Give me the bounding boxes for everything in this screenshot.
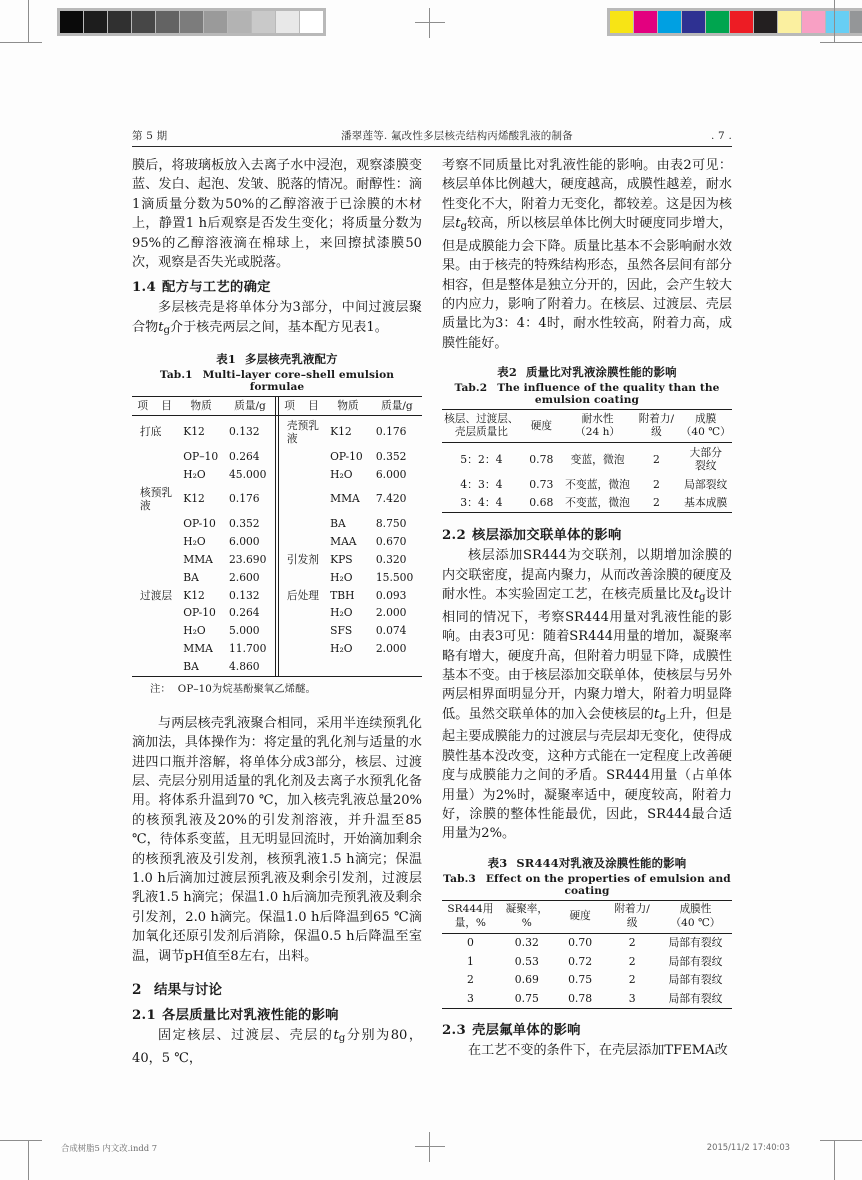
table-cell: 3：4：4 [460, 496, 503, 510]
heading-2-3-text: 壳层氟单体的影响 [472, 1022, 581, 1038]
header-line-1: SR444用 [447, 903, 494, 916]
table-cell: 不变蓝，微泡 [565, 477, 630, 491]
calibration-swatch-2 [108, 11, 131, 33]
table-row [132, 416, 422, 448]
paragraph-r1 [442, 156, 732, 353]
crop-mark-tr-v [834, 0, 835, 42]
table-cell: 0.70 [568, 936, 593, 950]
running-head-page-no: . 7 . [710, 130, 732, 142]
table-cell: 0.78 [529, 452, 554, 466]
table-2-title-en: The influence of the quality than the emulsion coating [497, 382, 720, 407]
heading-1-4 [132, 278, 422, 297]
heading-2-1-number: 2.1 [132, 1008, 157, 1024]
table-cell: K12 [183, 588, 205, 602]
table-column-header [562, 410, 633, 443]
table-cell: MMA [183, 642, 213, 656]
table-row [132, 586, 422, 604]
table-3-title-cn: SR444对乳液及涂膜性能的影响 [516, 855, 687, 870]
tg-symbol-r1: t [455, 216, 461, 232]
table-column-header [605, 900, 659, 933]
paragraph-3: 与两层核壳乳液聚合相同，采用半连续预乳化滴加法，具体操作为：将定量的乳化剂与适量的水进四口瓶并溶解，将单体分成3部分，核层、过渡层、壳层分别用适量的乳化剂及去离子水预乳化备用。将体系升温到70 ℃，加入核壳乳液总量20%的核预乳液及20%的引发剂溶液，并升温至85 ℃，待体系变蓝，且无明显回流时，开始滴加剩余的核预乳液及引发剂，核预乳液1.5 h滴完；保温1.0 h后滴加过渡层预乳液及剩余引发剂，过渡层乳液1.5 h滴完；保温1.0 h后滴加壳预乳液及剩余引发剂，2.0 h滴完。保温1.0 h后降温到65 ℃滴加氧化还原引发剂后消除，保温0.5 h后降温至室温，调节pH值至8左右，出料。 [132, 715, 422, 964]
crop-mark-br-h [820, 1140, 862, 1141]
table-cell [278, 483, 324, 514]
header-line-2: 壳层质量比 [454, 426, 508, 439]
table-cell: 2.000 [375, 606, 407, 620]
table-cell [278, 622, 324, 640]
table-1-block [132, 351, 422, 694]
page-content [132, 128, 732, 1068]
table-cell [278, 448, 324, 466]
calibration-swatch-8 [252, 11, 275, 33]
table-2-block [442, 364, 732, 513]
table-3-number-en: Tab.3 [443, 872, 476, 885]
calibration-swatch-10 [850, 11, 862, 33]
spacer-after-table-1 [132, 699, 422, 714]
table-cell: MAA [330, 534, 357, 548]
table-row [132, 568, 422, 586]
table-2-caption-en [442, 382, 732, 406]
table-cell: 局部有裂纹 [668, 973, 723, 987]
table-cell: 5：2：4 [460, 452, 503, 466]
table-column-header [633, 410, 679, 443]
table-row [132, 448, 422, 466]
table-cell [278, 533, 324, 551]
table-row [442, 989, 732, 1008]
paragraph-4-part-b: 分别为80，40，5 ℃， [132, 1028, 423, 1066]
table-cell: 0.75 [568, 973, 593, 987]
header-line-1: 核层、过渡层、 [444, 412, 519, 425]
table-cell: 5.000 [229, 624, 260, 638]
grayscale-calibration-strip [57, 8, 326, 36]
header-line-1: 硬度 [569, 910, 591, 923]
heading-2-1-text: 各层质量比对乳液性能的影响 [162, 1008, 339, 1024]
table-cell: 4：3：4 [460, 477, 503, 491]
heading-2-2-number: 2.2 [442, 528, 467, 544]
tg-symbol-r2: t [693, 587, 699, 603]
table-cell: 0.68 [529, 496, 554, 510]
table-row [132, 640, 422, 658]
table-row [442, 443, 732, 476]
table-1-body [132, 416, 422, 676]
table-column-header [555, 900, 605, 933]
table-cell [132, 568, 177, 586]
header-line-2: % [521, 916, 532, 929]
calibration-swatch-7 [228, 11, 251, 33]
tg-symbol-r3: t [653, 706, 660, 722]
table-1-note [132, 680, 422, 695]
heading-2-2 [442, 526, 732, 545]
header-line-2: 级 [651, 426, 662, 439]
calibration-swatch-5 [180, 11, 203, 33]
header-line-1: 成膜性 [679, 903, 712, 916]
tg-symbol: t [158, 319, 164, 335]
table-cell: H₂O [330, 606, 353, 620]
table-2-head [442, 410, 732, 443]
table-cell: 2 [628, 936, 636, 950]
table-cell: 11.700 [229, 642, 267, 656]
table-row [132, 515, 422, 533]
table-cell: 2.600 [229, 570, 260, 584]
calibration-swatch-0 [60, 11, 83, 33]
table-cell: 2.000 [375, 642, 407, 656]
table-3-body [442, 933, 732, 1008]
table-cell [132, 658, 177, 676]
table-cell [278, 658, 324, 676]
table-2-title-cn: 质量比对乳液涂膜性能的影响 [526, 365, 677, 380]
table-cell: 2 [628, 973, 636, 987]
table-cell [278, 466, 324, 484]
calibration-swatch-1 [634, 11, 657, 33]
table-cell: BA [330, 517, 346, 531]
table-cell: 0.264 [229, 449, 260, 463]
table-header-row [442, 900, 732, 933]
table-cell: 0.074 [375, 624, 407, 638]
table-cell: 局部裂纹 [684, 477, 728, 491]
table-3-block [442, 855, 732, 1009]
table-cell: 局部有裂纹 [668, 991, 723, 1005]
table-cell: 6.000 [229, 534, 260, 548]
table-cell [132, 515, 177, 533]
table-row [132, 483, 422, 514]
right-column [442, 156, 732, 1068]
calibration-swatch-2 [658, 11, 681, 33]
paragraph-4-part-a: 固定核层、过渡层、壳层的 [158, 1028, 334, 1044]
table-cell: TBH [330, 588, 355, 602]
table-1-col-subst-right: 物质 [337, 399, 359, 412]
heading-1-4-number: 1.4 [132, 280, 157, 296]
table-cell: OP-10 [183, 517, 216, 531]
table-cell: 过渡层 [140, 588, 173, 602]
calibration-swatch-0 [610, 11, 633, 33]
running-head-title: 潘翠莲等. 氟改性多层核壳结构丙烯酸乳液的制备 [341, 130, 573, 142]
calibration-swatch-9 [276, 11, 299, 33]
table-2-caption-cn [442, 364, 732, 380]
table-1-caption-cn [132, 351, 422, 367]
table-column-header [442, 900, 499, 933]
table-cell [278, 568, 324, 586]
table-cell: 7.420 [375, 492, 407, 506]
table-cell: 基本成膜 [684, 496, 728, 510]
table-1-title-cn: 多层核壳乳液配方 [244, 352, 338, 367]
table-column-header [659, 900, 732, 933]
registration-mark-top [415, 8, 445, 38]
table-cell: 0.093 [375, 588, 407, 602]
table-1-col-mass-right: 质量/g [381, 399, 413, 412]
calibration-swatch-3 [682, 11, 705, 33]
calibration-swatch-8 [802, 11, 825, 33]
running-head [132, 128, 732, 146]
tg-subscript-r3: g [659, 712, 666, 724]
table-3-caption-cn [442, 855, 732, 871]
table-cell: H₂O [183, 534, 206, 548]
table-cell: 45.000 [229, 467, 267, 481]
table-cell: 局部有裂纹 [668, 954, 723, 968]
table-row [442, 952, 732, 971]
paragraph-r2 [442, 546, 732, 844]
calibration-swatch-4 [706, 11, 729, 33]
table-cell: 0.78 [568, 991, 593, 1005]
table-cell: 2 [628, 954, 636, 968]
footer-filename: 合成树脂5 内文改.indd 7 [61, 1143, 158, 1153]
table-1-col-subst-left: 物质 [190, 399, 212, 412]
paragraph-r1-part-b: 较高，所以核层单体比例大时硬度同步增大，但是成膜能力会下降。质量比基本不会影响耐水效果。由于核壳的特殊结构形态，虽然各层间有部分相容，但是整体是独立分开的，因此，会产生较大的内应力，影响了附着力。在核层、过渡层、壳层质量比为3：4：4时，耐水性较高，附着力高，成膜性能好。 [442, 216, 733, 351]
table-cell: 8.750 [375, 517, 407, 531]
crop-mark-tl-h [0, 42, 42, 43]
left-column [132, 156, 422, 1068]
table-cell [132, 604, 177, 622]
header-line-1: 成膜 [695, 412, 717, 425]
table-cell: 1 [466, 954, 474, 968]
header-line-2: （40 ℃） [670, 916, 721, 929]
crop-mark-tr-h [820, 42, 862, 43]
heading-2 [132, 980, 422, 1000]
paragraph-r2-part-c: 上升，但是起主要成膜能力的过渡层与壳层却无变化，使得成膜性基本没改变，这种方式能在一定程度上改善硬度与成膜能力之间的矛盾。SR444用量（占单体用量）为2%时，凝聚率适中，硬度较高，附着力好，涂膜的整体性能最优，因此，SR444最合适用量为2%。 [442, 706, 733, 842]
calibration-swatch-3 [132, 11, 155, 33]
paragraph-r2-part-a: 核层添加SR444为交联剂，以期增加涂膜的内交联密度，提高内聚力，从而改善涂膜的硬度及耐水性。本实验固定工艺，在核壳质量比及 [442, 548, 732, 603]
table-1-number-en: Tab.1 [159, 369, 193, 382]
header-line-1: 硬度 [530, 419, 552, 432]
header-line-2: （40 ℃） [680, 426, 731, 439]
table-cell: K12 [330, 425, 352, 439]
header-line-2: 级 [626, 916, 638, 929]
print-footer [0, 1142, 862, 1158]
table-cell: OP-10 [330, 449, 363, 463]
table-cell: H₂O [183, 467, 206, 481]
table-3-caption-en [442, 873, 732, 897]
table-cell: 0.320 [375, 552, 407, 566]
table-cell: 3 [628, 991, 636, 1005]
table-cell: 0.176 [229, 492, 260, 506]
table-column-header [442, 410, 521, 443]
header-line-2: （24 h） [575, 426, 620, 439]
calibration-swatch-4 [156, 11, 179, 33]
table-2 [442, 409, 732, 513]
table-cell: 0.73 [529, 477, 554, 491]
table-1-note-text: OP–10为烷基酚聚氧乙烯醚。 [177, 682, 316, 695]
table-cell: 6.000 [375, 467, 407, 481]
header-line-1: 附着力/ [614, 903, 650, 916]
table-cell: 变蓝，微泡 [570, 452, 625, 466]
table-cell: 后处理 [286, 588, 319, 602]
paragraph-4 [132, 1026, 422, 1068]
table-1-note-label: 注： [150, 682, 171, 695]
table-cell: 2 [652, 452, 660, 466]
table-cell: 0.670 [375, 534, 407, 548]
table-cell [132, 533, 177, 551]
table-cell: OP-10 [183, 606, 216, 620]
heading-1-4-text: 配方与工艺的确定 [162, 280, 271, 296]
table-row [442, 971, 732, 990]
tg-subscript-r2: g [698, 592, 706, 604]
table-cell: 打底 [140, 425, 162, 439]
table-3-head [442, 900, 732, 933]
two-column-body [132, 156, 732, 1068]
paragraph-2 [132, 298, 422, 340]
table-row [442, 475, 732, 494]
crop-mark-tl-v [28, 0, 29, 42]
table-cell: 23.690 [229, 552, 267, 566]
table-cell: BA [183, 570, 199, 584]
running-head-issue: 第 5 期 [132, 130, 168, 142]
table-cell [132, 448, 177, 466]
table-cell: K12 [183, 425, 205, 439]
heading-2-1 [132, 1006, 422, 1025]
header-line-1: 凝聚率， [505, 903, 548, 916]
table-cell: 0.264 [229, 606, 260, 620]
calibration-swatch-9 [826, 11, 849, 33]
tg-subscript-2: g [338, 1033, 346, 1045]
table-cell: H₂O [330, 467, 353, 481]
table-1-number-cn: 表1 [216, 352, 236, 367]
header-line-2: 量，% [454, 916, 487, 929]
header-line-1: 附着力/ [638, 412, 675, 425]
calibration-swatch-5 [730, 11, 753, 33]
table-cell: MMA [330, 492, 360, 506]
table-cell-line: 裂纹 [694, 459, 717, 473]
paragraph-r2-part-b: 设计相同的情况下，考察SR444用量对乳液性能的影响。由表3可见：随着SR444用量的增加，凝聚率略有增大，硬度升高，但附着力明显下降，成膜性基本不变。由于核层添加交联单体，使核层与另外两层相界面明显分开，内聚力增大，附着力明显降低。虽然交联单体的加入会使核层的 [442, 587, 733, 722]
heading-2-2-text: 核层添加交联单体的影响 [472, 528, 622, 544]
table-row [132, 466, 422, 484]
table-column-header [680, 410, 733, 443]
table-row [132, 604, 422, 622]
heading-2-3 [442, 1021, 732, 1040]
tg-symbol-2: t [333, 1028, 339, 1044]
table-cell: 4.860 [229, 660, 260, 674]
table-1-col-item-right: 项 目 [284, 399, 324, 412]
table-cell [278, 515, 324, 533]
table-1 [132, 396, 422, 676]
table-cell: 不变蓝，微泡 [565, 496, 630, 510]
table-cell: 2 [466, 973, 474, 987]
table-cell [132, 551, 177, 569]
table-cell: 0.352 [375, 449, 407, 463]
table-1-col-item-left: 项 目 [137, 399, 177, 412]
table-row [132, 622, 422, 640]
table-cell [278, 604, 324, 622]
table-cell: OP–10 [183, 449, 219, 463]
heading-2-number: 2 [132, 982, 142, 999]
table-cell: 0 [466, 936, 474, 950]
table-cell: H₂O [330, 642, 353, 656]
table-cell: 0.132 [229, 425, 260, 439]
paragraph-2-part-b: 介于核壳两层之间，基本配方见表1。 [170, 319, 388, 335]
table-cell: SFS [330, 624, 353, 638]
footer-timestamp: 2015/11/2 17:40:03 [706, 1142, 790, 1152]
table-column-header [521, 410, 562, 443]
table-3 [442, 900, 732, 1009]
tg-subscript: g [163, 325, 170, 337]
table-cell: 2 [652, 477, 660, 491]
table-3-title-en: Effect on the properties of emulsion and coating [485, 872, 731, 897]
table-cell: 0.132 [229, 588, 260, 602]
table-cell [372, 658, 422, 676]
table-cell: H₂O [330, 570, 353, 584]
calibration-swatch-7 [778, 11, 801, 33]
calibration-swatch-1 [84, 11, 107, 33]
table-cell: BA [183, 660, 199, 674]
table-2-number-en: Tab.2 [454, 382, 488, 395]
table-1-caption-en [132, 369, 422, 393]
table-cell: H₂O [183, 624, 206, 638]
table-header-row [442, 410, 732, 443]
crop-mark-bl-h [0, 1140, 42, 1141]
table-1-header-row [132, 397, 422, 416]
table-cell [132, 640, 177, 658]
heading-2-3-number: 2.3 [442, 1022, 467, 1038]
table-cell: 0.32 [514, 936, 539, 950]
table-cell: 引发剂 [286, 552, 319, 566]
table-cell: 核预乳液 [140, 485, 173, 513]
table-2-number-cn: 表2 [497, 365, 518, 380]
table-cell: 0.75 [514, 991, 539, 1005]
tg-subscript-r1: g [460, 221, 468, 233]
table-row [132, 533, 422, 551]
table-row [132, 658, 422, 676]
table-row [132, 551, 422, 569]
table-cell: 2 [652, 496, 660, 510]
table-cell: 3 [466, 991, 474, 1005]
table-cell: 0.176 [375, 425, 407, 439]
calibration-swatch-6 [204, 11, 227, 33]
table-row [442, 494, 732, 513]
table-cell: MMA [183, 552, 213, 566]
running-head-rule [132, 146, 732, 147]
table-1-title-en: Multi–layer core–shell emulsion formulae [202, 369, 395, 394]
table-2-body [442, 443, 732, 513]
calibration-swatch-6 [754, 11, 777, 33]
table-1-col-mass-left: 质量/g [234, 399, 266, 412]
table-cell [132, 622, 177, 640]
table-cell [278, 640, 324, 658]
table-cell: 15.500 [375, 570, 414, 584]
header-line-1: 耐水性 [581, 412, 614, 425]
table-cell: 0.69 [514, 973, 539, 987]
table-cell: 0.53 [514, 954, 539, 968]
heading-2-text: 结果与讨论 [154, 982, 222, 999]
table-cell: 壳预乳液 [286, 418, 319, 446]
table-cell [324, 658, 372, 676]
paragraph-2-part-a: 多层核壳是将单体分为3部分，中间过渡层聚合物 [132, 300, 422, 335]
paragraph-r3: 在工艺不变的条件下，在壳层添加TFEMA改 [468, 1042, 728, 1058]
table-row [442, 933, 732, 952]
table-1-head [132, 397, 422, 416]
table-cell [680, 443, 733, 476]
paragraph-1: 膜后，将玻璃板放入去离子水中浸泡，观察漆膜变蓝、发白、起泡、发皱、脱落的情况。耐醇性：滴1滴质量分数为50%的乙醇溶液于已涂膜的木材上，静置1 h后观察是否发生变化；将质量分数为95%的乙醇溶液滴在棉球上，来回擦拭漆膜50次，观察是否失光或脱落。 [132, 158, 422, 271]
table-cell: K12 [183, 492, 205, 506]
table-cell: 0.352 [229, 517, 260, 531]
table-cell: KPS [330, 552, 353, 566]
calibration-swatch-10 [300, 11, 323, 33]
table-cell-line: 大部分 [689, 445, 722, 459]
table-cell: 0.72 [568, 954, 593, 968]
color-calibration-strip [607, 8, 862, 36]
table-cell: 局部有裂纹 [668, 936, 723, 950]
table-3-number-cn: 表3 [487, 855, 508, 870]
paragraph-r1-part-a: 考察不同质量比对乳液性能的影响。由表2可见：核层单体比例越大，硬度越高，成膜性越差，耐水性变化不大，附着力无变化，都较差。这是因为核层 [442, 158, 732, 232]
table-column-header [499, 900, 555, 933]
table-cell [132, 466, 177, 484]
